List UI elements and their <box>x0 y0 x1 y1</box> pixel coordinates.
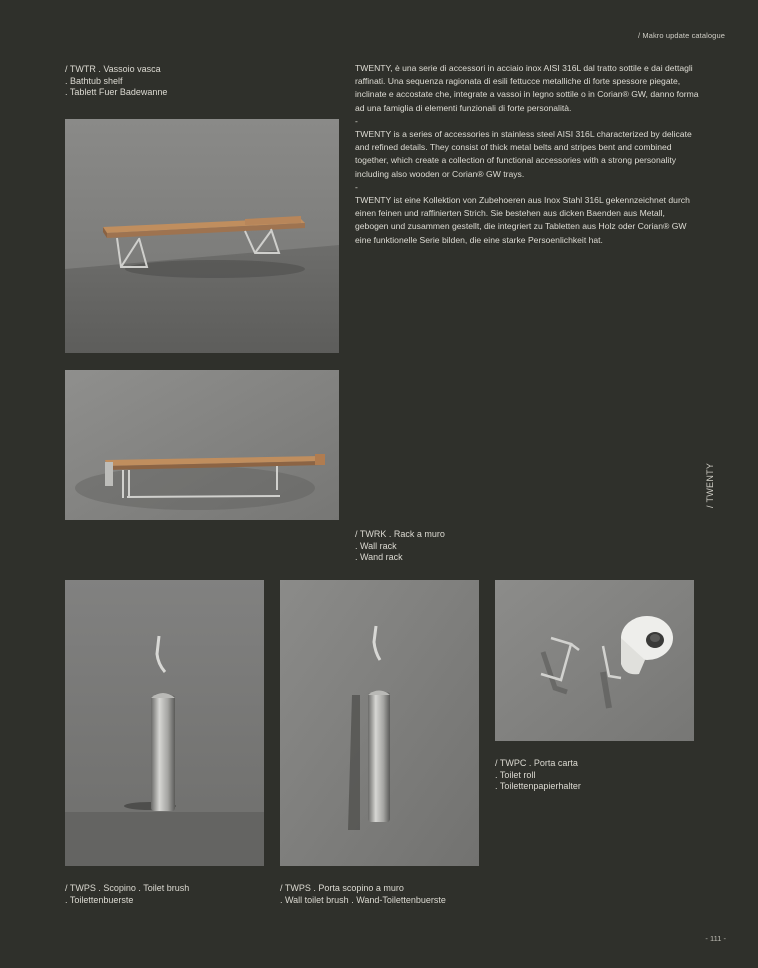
catalogue-header: / Makro update catalogue <box>637 31 725 40</box>
caption-toilet-roll <box>495 758 581 793</box>
page-number: - 111 - <box>705 934 726 943</box>
caption-line: / TWPS . Porta scopino a muro <box>280 883 404 893</box>
description-separator: - <box>355 181 358 192</box>
caption-line: / TWPC . Porta carta <box>495 758 578 768</box>
caption-line: . Bathtub shelf <box>65 75 123 86</box>
collection-description <box>355 62 700 247</box>
description-english: TWENTY is a series of accessories in stainless steel AISI 316L characterized by delicate and refined details. They consist of thick metal belts and stripes bent and combined together, which create a collection of functional accessories with a strong personality including also wooden or Corian® GW trays. <box>355 129 692 179</box>
caption-line: / TWPS . Scopino . Toilet brush <box>65 883 190 893</box>
caption-line: / TWTR . Vassoio vasca <box>65 64 161 74</box>
description-separator: - <box>355 115 358 126</box>
caption-line: . Wand rack <box>355 552 403 562</box>
wall-toilet-brush-photo <box>280 580 479 866</box>
series-side-label: / TWENTY <box>705 462 715 508</box>
description-italian: TWENTY, è una serie di accessori in acciaio inox AISI 316L dal tratto sottile e dai dettagli raffinati. Una sequenza ragionata di esili fettucce metalliche di forte spessore piegate, inclinate e accostate che, integrate a vassoi in legno sottile o in Corian® GW, danno forma ad una famiglia di elementi funzionali di forte personalità. <box>355 63 699 113</box>
bathtub-shelf-photo <box>65 119 339 353</box>
caption-toilet-brush <box>65 883 189 906</box>
caption-bathtub-shelf <box>65 64 167 99</box>
caption-line: . Wall rack <box>355 540 397 551</box>
caption-wall-rack <box>355 529 445 564</box>
toilet-roll-photo <box>495 580 694 741</box>
caption-line: . Toilet roll <box>495 769 536 780</box>
caption-line: . Tablett Fuer Badewanne <box>65 87 168 97</box>
description-german: TWENTY ist eine Kollektion von Zubehoeren aus Inox Stahl 316L gekennzeichnet durch einen feinen und raffinierten Strich. Sie bestehen aus dicken Baenden aus Metall, gebogen und zusammen gestellt, die integriert zu Tabletten aus Holz oder Corian® GW eine funktionelle Serie bilden, die eine starke Persoenlichkeit hat. <box>355 195 690 245</box>
toilet-brush-photo <box>65 580 264 866</box>
caption-wall-toilet-brush <box>280 883 446 906</box>
wall-rack-photo <box>65 370 339 520</box>
caption-line: / TWRK . Rack a muro <box>355 529 445 539</box>
caption-line: . Toilettenpapierhalter <box>495 781 581 791</box>
caption-line: . Toilettenbuerste <box>65 894 134 905</box>
caption-line: . Wall toilet brush . Wand-Toilettenbuerste <box>280 894 446 905</box>
